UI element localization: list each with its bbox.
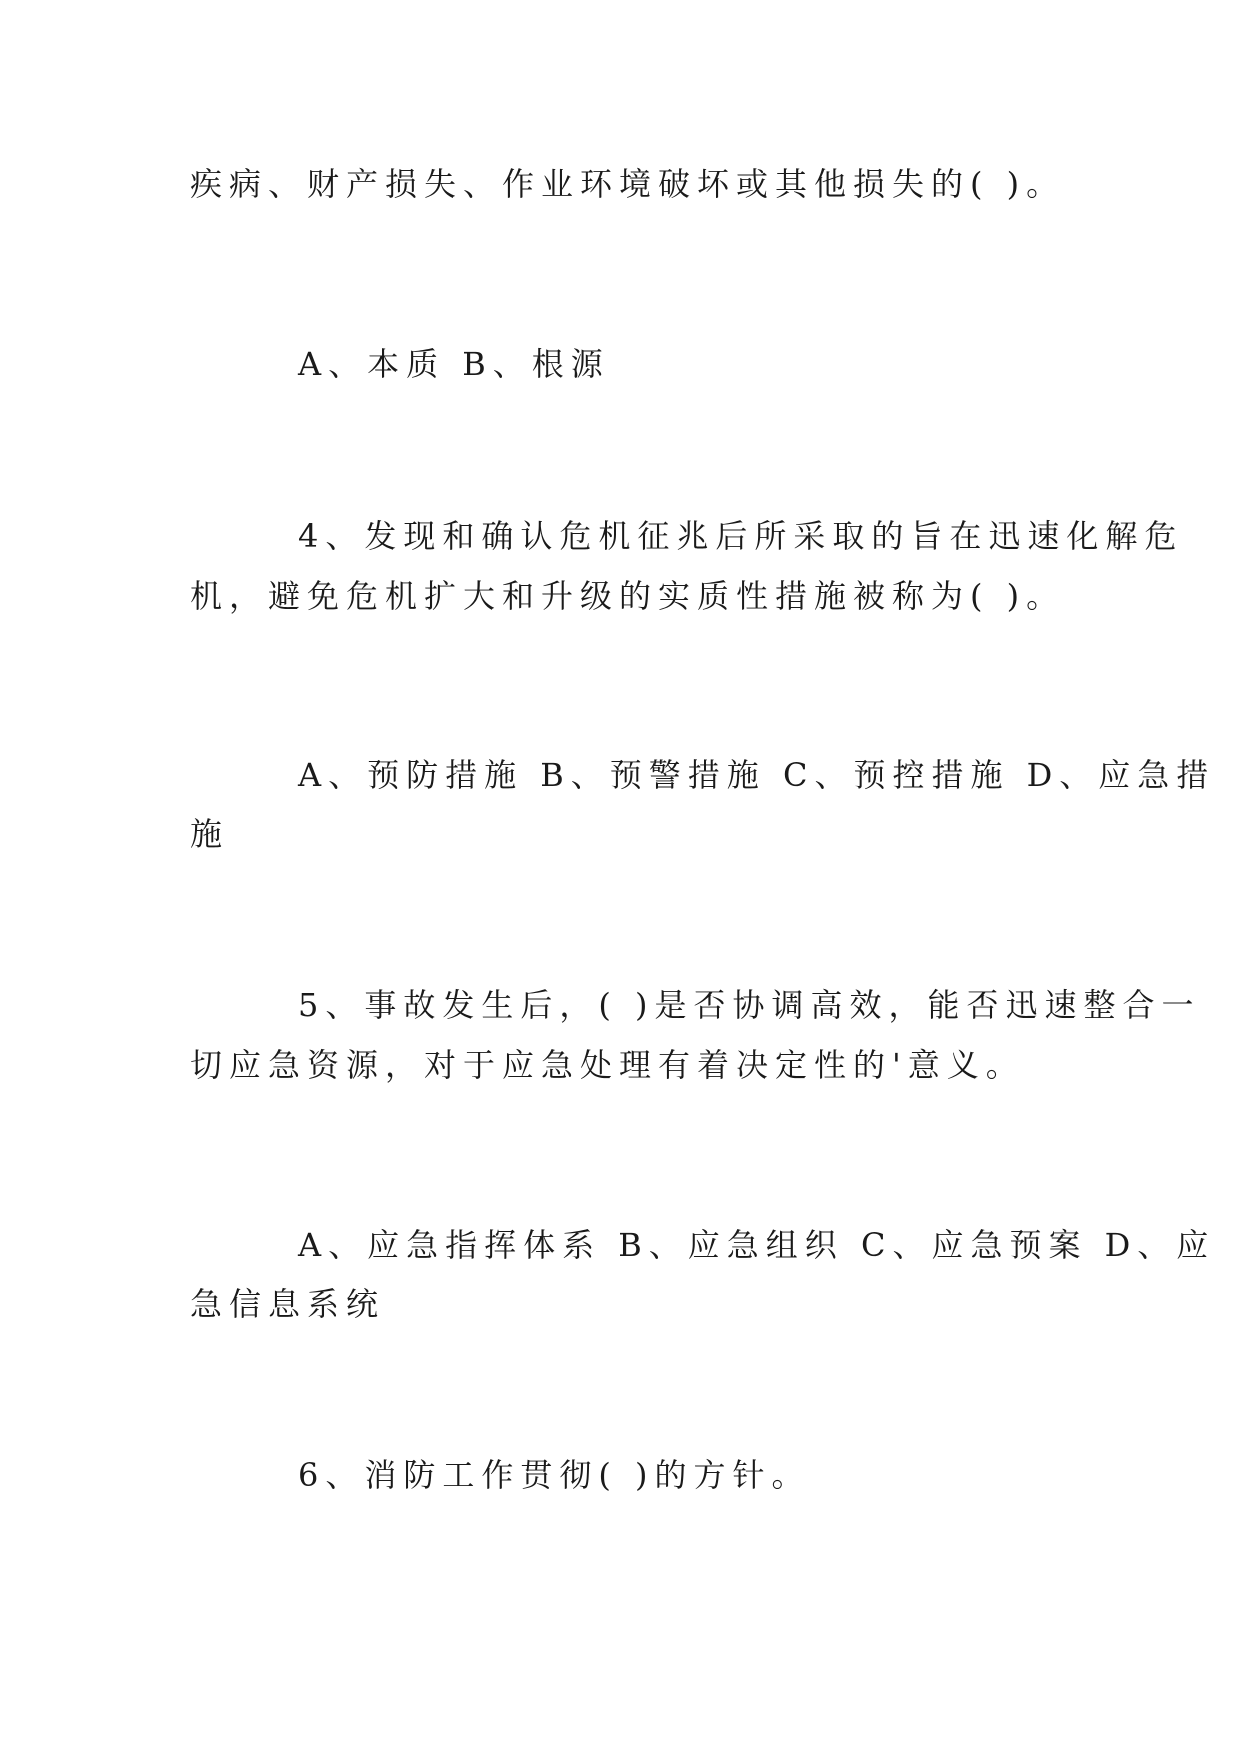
- question-5-options-line-1: A、应急指挥体系 B、应急组织 C、应急预案 D、应: [298, 1226, 1216, 1264]
- question-4-line-2: 机，避免危机扩大和升级的实质性措施被称为( )。: [190, 577, 1066, 615]
- question-4-options-line-1: A、预防措施 B、预警措施 C、预控措施 D、应急措: [298, 756, 1216, 794]
- question-5-options-line-2: 急信息系统: [190, 1285, 386, 1323]
- question-5-line-2: 切应急资源，对于应急处理有着决定性的'意义。: [190, 1046, 1025, 1084]
- question-6-line-1: 6、消防工作贯彻( )的方针。: [298, 1456, 811, 1494]
- question-3-continuation: 疾病、财产损失、作业环境破坏或其他损失的( )。: [190, 165, 1066, 203]
- question-4-line-1: 4、发现和确认危机征兆后所采取的旨在迅速化解危: [298, 517, 1184, 555]
- question-5-line-1: 5、事故发生后，( )是否协调高效，能否迅速整合一: [298, 986, 1201, 1024]
- question-3-options: A、本质 B、根源: [298, 345, 610, 383]
- question-4-options-line-2: 施: [190, 815, 230, 853]
